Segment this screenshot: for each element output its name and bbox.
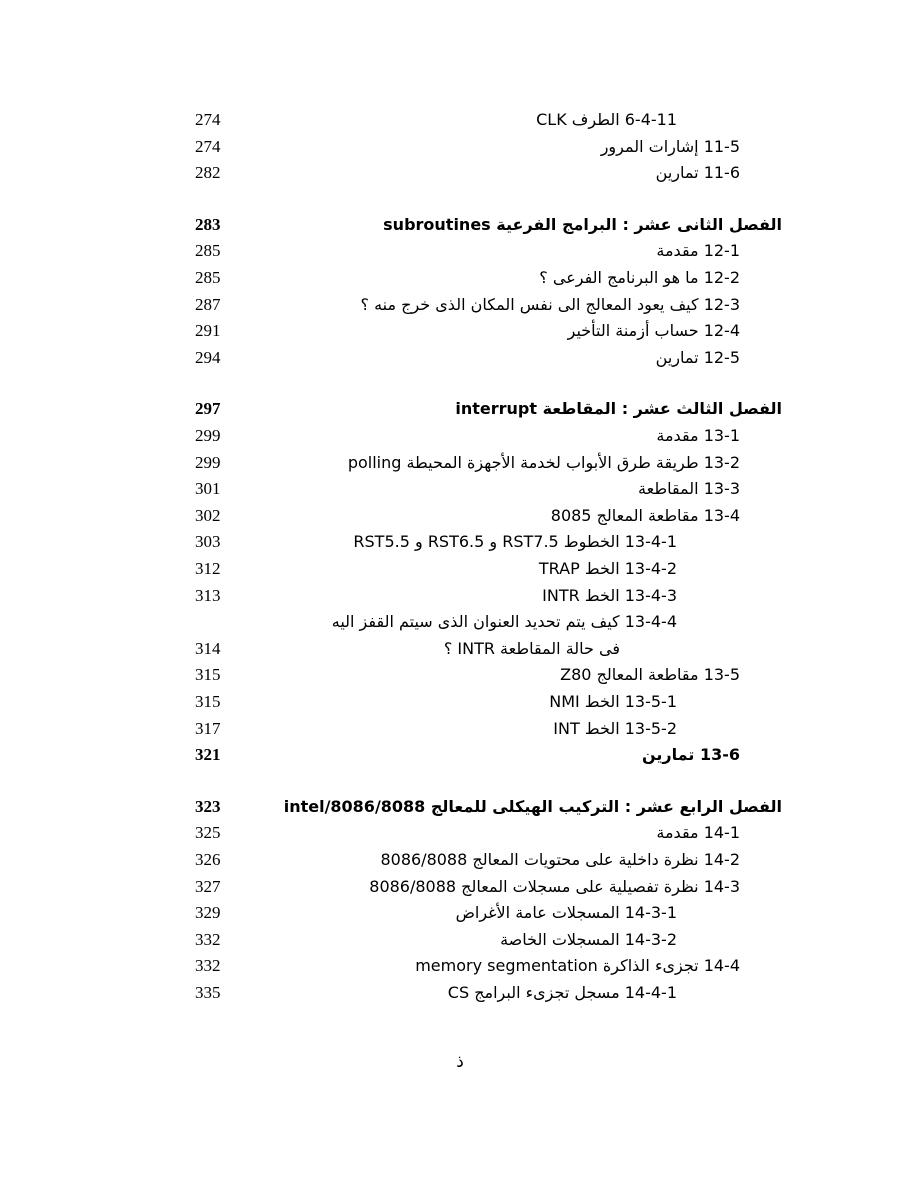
toc-row: [0, 636, 920, 663]
toc-row: [0, 134, 920, 161]
toc-entry-title: 13-4-3 الخط INTR: [542, 586, 677, 605]
toc-page-number: 301: [195, 479, 221, 498]
toc-row: [0, 556, 920, 583]
toc-entry-title: 11-6 تمارين: [655, 163, 740, 182]
toc-entry-title: 13-5-2 الخط INT: [553, 719, 677, 738]
toc-entry-title: 13-4-4 كيف يتم تحديد العنوان الذى سيتم القفز اليه: [331, 612, 677, 631]
toc-page-number: 285: [195, 268, 221, 287]
toc-page-number: 299: [195, 426, 221, 445]
toc-row: [0, 318, 920, 345]
toc-entry-title: الفصل الرابع عشر : التركيب الهيكلى للمعالج intel/8086/8088: [283, 797, 782, 816]
toc-row: [0, 742, 920, 769]
toc-page-number: 303: [195, 532, 221, 551]
toc-chapter-row: [0, 794, 920, 821]
toc-page-number: 282: [195, 163, 221, 182]
toc-row: [0, 265, 920, 292]
toc-entry-title: 14-1 مقدمة: [656, 823, 740, 842]
toc-entry-title: 11-5 إشارات المرور: [600, 137, 740, 156]
toc-row: [0, 689, 920, 716]
toc-entry-title: 12-1 مقدمة: [656, 241, 740, 260]
toc-page-number: 299: [195, 453, 221, 472]
toc-row: [0, 238, 920, 265]
toc-page-number: 297: [195, 399, 221, 418]
toc-row: [0, 953, 920, 980]
toc-page-number: 274: [195, 110, 221, 129]
toc-row: [0, 820, 920, 847]
toc-row: [0, 292, 920, 319]
toc-row: [0, 345, 920, 372]
toc-page-number: 332: [195, 956, 221, 975]
toc-entry-title: 12-4 حساب أزمنة التأخير: [567, 321, 740, 340]
toc-page-number: 287: [195, 295, 221, 314]
toc-row: [0, 900, 920, 927]
toc-page-number: 313: [195, 586, 221, 605]
toc-page-number: 315: [195, 692, 221, 711]
toc-row: [0, 160, 920, 187]
toc-entry-title: 14-3-1 المسجلات عامة الأغراض: [455, 903, 677, 922]
toc-entry-title: 12-2 ما هو البرنامج الفرعى ؟: [539, 268, 740, 287]
toc-entry-title: 13-3 المقاطعة: [638, 479, 740, 498]
toc-page-number: 283: [195, 215, 221, 234]
toc-row: [0, 662, 920, 689]
toc-row: [0, 529, 920, 556]
toc-chapter-row: [0, 396, 920, 423]
toc-entry-title: 14-3 نظرة تفصيلية على مسجلات المعالج 8086/8088: [369, 877, 740, 896]
toc-entry-title: 13-2 طريقة طرق الأبواب لخدمة الأجهزة المحيطة polling: [347, 453, 740, 472]
toc-entry-title: 13-4-1 الخطوط RST7.5 و RST6.5 و RST5.5: [353, 532, 677, 551]
toc-row: [0, 450, 920, 477]
toc-page-number: 294: [195, 348, 221, 367]
toc-page-number: 326: [195, 850, 221, 869]
toc-row: [0, 583, 920, 610]
toc-entry-title: 13-5 مقاطعة المعالج Z80: [560, 665, 740, 684]
toc-page-number: 291: [195, 321, 221, 340]
toc-entry-title: 13-1 مقدمة: [656, 426, 740, 445]
toc-page-number: 329: [195, 903, 221, 922]
toc-page-number: 274: [195, 137, 221, 156]
toc-page-number: 335: [195, 983, 221, 1002]
toc-entry-title: 14-4 تجزىء الذاكرة memory segmentation: [415, 956, 740, 975]
toc-page-number: 327: [195, 877, 221, 896]
toc-entry-title: 12-5 تمارين: [655, 348, 740, 367]
toc-entry-title: 13-4 مقاطعة المعالج 8085: [550, 506, 740, 525]
toc-row: [0, 609, 920, 636]
toc-row: [0, 927, 920, 954]
page-folio: ذ: [456, 1052, 464, 1072]
toc-entry-title: 13-5-1 الخط NMI: [549, 692, 677, 711]
toc-page-number: 325: [195, 823, 221, 842]
toc-row: [0, 503, 920, 530]
toc-row: [0, 847, 920, 874]
toc-entry-title: 13-4-2 الخط TRAP: [538, 559, 677, 578]
toc-entry-title: 14-3-2 المسجلات الخاصة: [500, 930, 677, 949]
toc-entry-title: الفصل الثانى عشر : البرامج الفرعية subroutines: [383, 215, 782, 234]
toc-row: [0, 716, 920, 743]
toc-entry-title: 13-6 تمارين: [642, 745, 740, 764]
toc-page-number: 315: [195, 665, 221, 684]
toc-row: [0, 423, 920, 450]
toc-page-number: 321: [195, 745, 221, 764]
toc-row: [0, 476, 920, 503]
toc-chapter-row: [0, 212, 920, 239]
toc-entry-title: فى حالة المقاطعة INTR ؟: [443, 639, 620, 658]
toc-page-number: 312: [195, 559, 221, 578]
toc-page-number: 314: [195, 639, 221, 658]
toc-page-number: 302: [195, 506, 221, 525]
toc-entry-title: 14-4-1 مسجل تجزىء البرامج CS: [447, 983, 677, 1002]
toc-entry-title: 6-4-11 الطرف CLK: [536, 110, 677, 129]
toc-page-number: 323: [195, 797, 221, 816]
toc-row: [0, 107, 920, 134]
toc-row: [0, 980, 920, 1007]
toc-entry-title: الفصل الثالث عشر : المقاطعة interrupt: [455, 399, 782, 418]
toc-page-number: 332: [195, 930, 221, 949]
toc-row: [0, 874, 920, 901]
toc-page-number: 285: [195, 241, 221, 260]
toc-entry-title: 14-2 نظرة داخلية على محتويات المعالج 8086/8088: [380, 850, 740, 869]
toc-entry-title: 12-3 كيف يعود المعالج الى نفس المكان الذى خرج منه ؟: [360, 295, 740, 314]
toc-page-number: 317: [195, 719, 221, 738]
